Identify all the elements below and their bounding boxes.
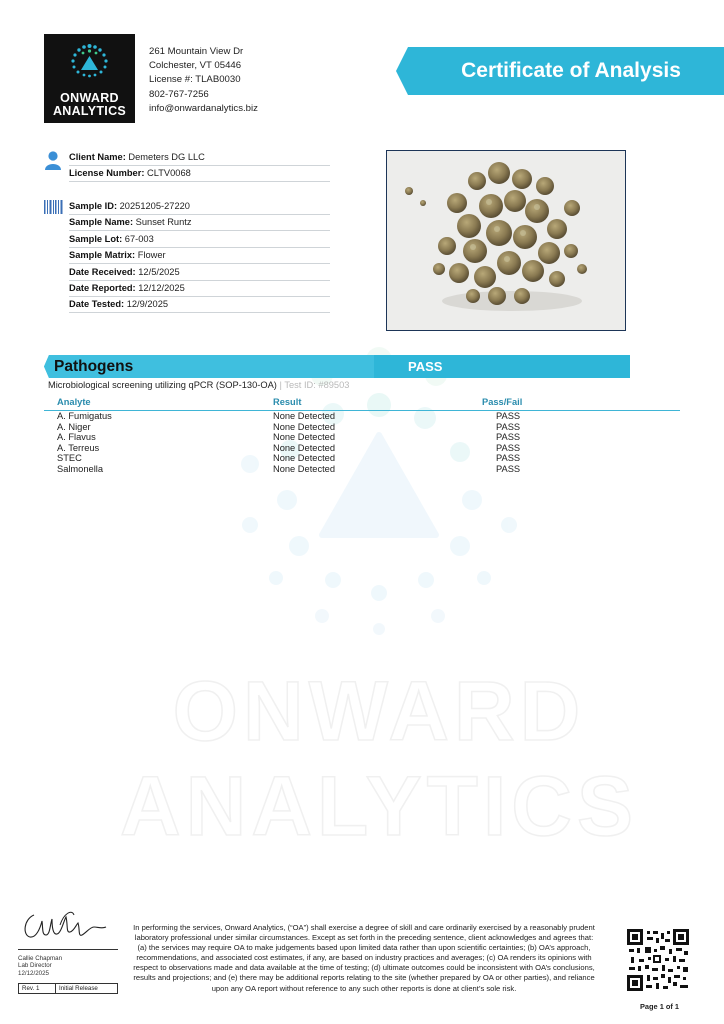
address-phone: 802-767-7256: [149, 88, 209, 100]
address-license: License #: TLAB0030: [149, 74, 241, 86]
revision-box: [18, 983, 118, 994]
date-received-value: 12/5/2025: [138, 267, 180, 277]
result-cell: None Detected: [273, 463, 336, 474]
lab-address: [149, 45, 258, 116]
user-icon: [44, 150, 62, 170]
sample-id-label: Sample ID:: [69, 201, 118, 211]
sample-lot-value: 67-003: [124, 234, 154, 244]
revision-number: Rev. 1: [22, 985, 40, 992]
sample-name-row: [69, 215, 330, 231]
logo-mark-icon: [44, 34, 135, 94]
analyte-cell: Salmonella: [57, 463, 103, 474]
date-received-row: [69, 265, 330, 281]
analyte-cell: A. Niger: [57, 421, 91, 432]
address-street: 261 Mountain View Dr: [149, 46, 244, 57]
sample-name-label: Sample Name:: [69, 217, 134, 227]
sample-id-row: [69, 199, 330, 215]
signature-image: [20, 905, 110, 945]
date-tested-value: 12/9/2025: [126, 299, 169, 309]
analyte-cell: A. Terreus: [57, 442, 100, 453]
watermark-line2: ANALYTICS: [120, 759, 638, 850]
analyte-cell: A. Fumigatus: [57, 411, 112, 421]
license-number-row: [69, 166, 330, 182]
revision-divider: [55, 984, 56, 993]
pathogens-method: [48, 380, 349, 390]
barcode-icon: [44, 200, 64, 214]
signer-title: Lab Director: [18, 962, 52, 970]
column-analyte: Analyte: [57, 397, 91, 407]
sample-name-value: Sunset Runtz: [135, 217, 192, 227]
sample-matrix-row: [69, 248, 330, 264]
client-name-value: Demeters DG LLC: [128, 152, 205, 162]
date-tested-label: Date Tested:: [69, 299, 125, 309]
result-cell: None Detected: [273, 442, 336, 453]
test-id: | Test ID: #89503: [279, 380, 350, 390]
pass-fail-cell: PASS: [496, 442, 521, 453]
method-text: Microbiological screening utilizing qPCR (SOP-130-OA): [48, 380, 277, 390]
pathogens-title: Pathogens: [54, 358, 134, 375]
date-reported-row: [69, 281, 330, 297]
signer-name: Callie Chapman: [18, 955, 63, 962]
certificate-title: Certificate of Analysis: [461, 59, 681, 82]
date-received-label: Date Received:: [69, 267, 136, 277]
result-cell: None Detected: [273, 411, 336, 421]
sample-lot-row: [69, 232, 330, 248]
sample-lot-label: Sample Lot:: [69, 234, 123, 244]
sample-id-value: 20251205-27220: [119, 201, 190, 211]
page-number: Page 1 of 1: [640, 1002, 680, 1011]
watermark-line1: ONWARD: [172, 664, 586, 758]
pass-fail-cell: PASS: [496, 432, 521, 442]
qr-code-icon[interactable]: [627, 929, 689, 991]
pathogens-status: PASS: [408, 359, 443, 374]
analyte-cell: A. Flavus: [57, 432, 96, 442]
sample-photo: [386, 150, 626, 331]
sign-date: 12/12/2025: [18, 969, 49, 977]
date-tested-row: [69, 297, 330, 313]
result-cell: None Detected: [273, 421, 336, 432]
date-reported-label: Date Reported:: [69, 283, 136, 293]
certificate-title-banner: [396, 47, 724, 95]
watermark-logo: [0, 330, 724, 850]
analyte-cell: STEC: [57, 453, 82, 463]
license-number-label: License Number:: [69, 168, 145, 178]
column-pass-fail: Pass/Fail: [482, 397, 523, 407]
pass-fail-cell: PASS: [496, 453, 521, 463]
address-city: Colchester, VT 05446: [149, 60, 242, 72]
address-email[interactable]: info@onwardanalytics.biz: [149, 102, 258, 114]
table-header-divider: [44, 410, 680, 411]
signer-info: [18, 955, 62, 977]
signature-line: [18, 949, 118, 950]
date-reported-value: 12/12/2025: [138, 283, 185, 293]
logo-line-onward: ONWARD: [60, 91, 119, 105]
client-name-label: Client Name:: [69, 152, 126, 162]
revision-note: Initial Release: [59, 985, 98, 992]
client-name-row: [69, 150, 330, 166]
pass-fail-cell: PASS: [496, 421, 521, 432]
company-logo: [44, 34, 135, 123]
license-number-value: CLTV0068: [147, 168, 191, 178]
result-cell: None Detected: [273, 453, 336, 463]
pathogens-banner: [44, 355, 630, 378]
result-cell: None Detected: [273, 432, 336, 442]
logo-line-analytics: ANALYTICS: [52, 104, 127, 118]
sample-matrix-label: Sample Matrix:: [69, 250, 136, 260]
legal-disclaimer: In performing the services, Onward Analytics, (“OA”) shall exercise a degree of skill and care ordinarily exercised by a reasonably prudent laboratory professional under similar circumstances. Except as set forth in the preceding sentence, client acknowledges and agrees that: (a) the services may require OA to make judgements based upon limited data rather than upon scientific certainties; (b) OA’s approach, recommendations, and associated cost estimates, if any, are based on industry practices and averages; (c) OA renders its opinions with respect to observations made and data available at the time of testing; (d) ultimate outcomes could be inconsistent with OA’s conclusions, results and projections; and (e) there may be additional reports relating to the site (whether prepared by OA or other parties), and reliance upon any OA report without reference to any such other reports is done at client’s sole risk.: [133, 923, 595, 993]
pass-fail-cell: PASS: [496, 463, 521, 474]
pass-fail-cell: PASS: [496, 411, 521, 421]
column-result: Result: [273, 397, 302, 407]
sample-matrix-value: Flower: [137, 250, 166, 260]
